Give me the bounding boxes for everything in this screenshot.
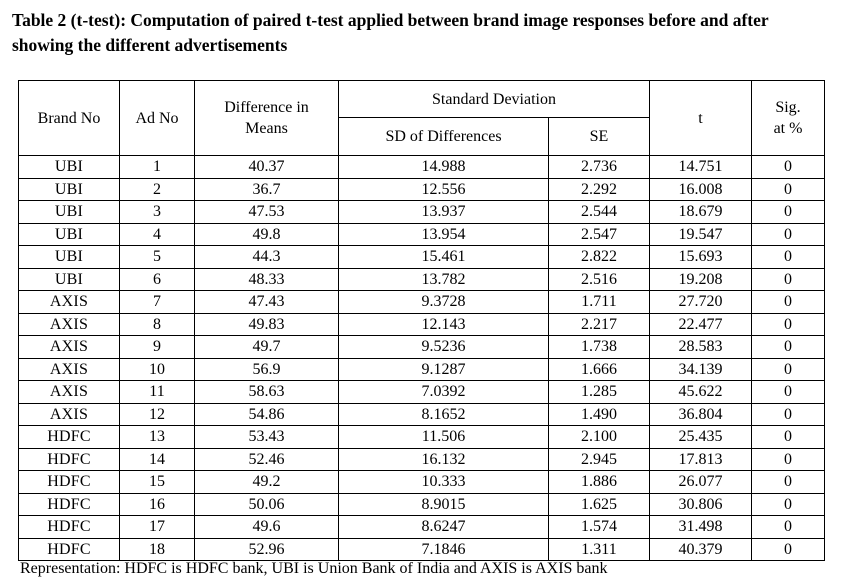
se-cell: 1.711 — [549, 291, 650, 314]
brand-cell: UBI — [19, 178, 120, 201]
table-row — [19, 178, 825, 201]
difference-in-means-cell: 49.7 — [195, 336, 339, 359]
sd-of-differences-cell: 12.143 — [339, 313, 549, 336]
t-value-cell: 31.498 — [650, 516, 752, 539]
sig-cell: 0 — [752, 448, 825, 471]
se-cell: 2.547 — [549, 223, 650, 246]
sd-of-differences-cell: 13.937 — [339, 201, 549, 224]
header-diff-line2: Means — [245, 120, 288, 137]
difference-in-means-cell: 52.96 — [195, 538, 339, 561]
sd-of-differences-cell: 9.3728 — [339, 291, 549, 314]
ad-no-cell: 11 — [120, 381, 195, 404]
sd-of-differences-cell: 14.988 — [339, 156, 549, 179]
t-value-cell: 40.379 — [650, 538, 752, 561]
t-value-cell: 17.813 — [650, 448, 752, 471]
se-cell: 2.945 — [549, 448, 650, 471]
header-sig-line1: Sig. — [775, 99, 801, 116]
se-cell: 1.738 — [549, 336, 650, 359]
difference-in-means-cell: 47.43 — [195, 291, 339, 314]
sig-cell: 0 — [752, 516, 825, 539]
sd-of-differences-cell: 9.5236 — [339, 336, 549, 359]
sd-of-differences-cell: 11.506 — [339, 426, 549, 449]
table-row — [19, 426, 825, 449]
brand-cell: AXIS — [19, 313, 120, 336]
ad-no-cell: 13 — [120, 426, 195, 449]
t-value-cell: 19.547 — [650, 223, 752, 246]
difference-in-means-cell: 47.53 — [195, 201, 339, 224]
table-row — [19, 246, 825, 269]
se-cell: 1.625 — [549, 493, 650, 516]
se-cell: 2.544 — [549, 201, 650, 224]
sd-of-differences-cell: 12.556 — [339, 178, 549, 201]
t-value-cell: 22.477 — [650, 313, 752, 336]
t-value-cell: 26.077 — [650, 471, 752, 494]
brand-cell: AXIS — [19, 291, 120, 314]
se-cell: 1.666 — [549, 358, 650, 381]
sd-of-differences-cell: 9.1287 — [339, 358, 549, 381]
ad-no-cell: 8 — [120, 313, 195, 336]
table-row — [19, 471, 825, 494]
sig-cell: 0 — [752, 471, 825, 494]
se-cell: 2.822 — [549, 246, 650, 269]
t-value-cell: 19.208 — [650, 268, 752, 291]
se-cell: 1.886 — [549, 471, 650, 494]
header-sig-line2: at % — [773, 120, 803, 137]
ad-no-cell: 18 — [120, 538, 195, 561]
brand-cell: UBI — [19, 246, 120, 269]
ad-no-cell: 7 — [120, 291, 195, 314]
se-cell: 1.311 — [549, 538, 650, 561]
sd-of-differences-cell: 8.6247 — [339, 516, 549, 539]
sig-cell: 0 — [752, 201, 825, 224]
t-value-cell: 28.583 — [650, 336, 752, 359]
difference-in-means-cell: 48.33 — [195, 268, 339, 291]
table-row — [19, 516, 825, 539]
difference-in-means-cell: 58.63 — [195, 381, 339, 404]
brand-cell: AXIS — [19, 381, 120, 404]
brand-cell: UBI — [19, 268, 120, 291]
t-value-cell: 36.804 — [650, 403, 752, 426]
difference-in-means-cell: 44.3 — [195, 246, 339, 269]
sig-cell: 0 — [752, 381, 825, 404]
brand-cell: HDFC — [19, 516, 120, 539]
table-row — [19, 538, 825, 561]
ad-no-cell: 3 — [120, 201, 195, 224]
t-value-cell: 18.679 — [650, 201, 752, 224]
footnote: Representation: HDFC is HDFC bank, UBI is Union Bank of India and AXIS is AXIS bank — [20, 560, 608, 577]
se-cell: 2.516 — [549, 268, 650, 291]
sig-cell: 0 — [752, 403, 825, 426]
brand-cell: UBI — [19, 201, 120, 224]
header-sd-of-differences: SD of Differences — [339, 118, 549, 156]
difference-in-means-cell: 49.83 — [195, 313, 339, 336]
table-row — [19, 268, 825, 291]
table-body — [19, 156, 825, 561]
table-row — [19, 403, 825, 426]
sd-of-differences-cell: 16.132 — [339, 448, 549, 471]
sig-cell: 0 — [752, 313, 825, 336]
se-cell: 1.490 — [549, 403, 650, 426]
sd-of-differences-cell: 7.1846 — [339, 538, 549, 561]
table-row — [19, 448, 825, 471]
sig-cell: 0 — [752, 358, 825, 381]
sd-of-differences-cell: 8.9015 — [339, 493, 549, 516]
t-test-table — [18, 80, 825, 561]
difference-in-means-cell: 49.2 — [195, 471, 339, 494]
se-cell: 2.217 — [549, 313, 650, 336]
sd-of-differences-cell: 8.1652 — [339, 403, 549, 426]
sig-cell: 0 — [752, 223, 825, 246]
header-sig — [752, 81, 825, 156]
t-value-cell: 30.806 — [650, 493, 752, 516]
ad-no-cell: 9 — [120, 336, 195, 359]
sd-of-differences-cell: 10.333 — [339, 471, 549, 494]
brand-cell: HDFC — [19, 471, 120, 494]
table-caption: Table 2 (t-test): Computation of paired t-test applied between brand image responses before and after showing the different advertisements — [12, 10, 769, 55]
t-value-cell: 25.435 — [650, 426, 752, 449]
table-row — [19, 381, 825, 404]
table-row — [19, 336, 825, 359]
table-row — [19, 223, 825, 246]
sig-cell: 0 — [752, 493, 825, 516]
header-se: SE — [549, 118, 650, 156]
difference-in-means-cell: 54.86 — [195, 403, 339, 426]
sig-cell: 0 — [752, 291, 825, 314]
sd-of-differences-cell: 13.954 — [339, 223, 549, 246]
difference-in-means-cell: 49.6 — [195, 516, 339, 539]
difference-in-means-cell: 52.46 — [195, 448, 339, 471]
ad-no-cell: 10 — [120, 358, 195, 381]
ad-no-cell: 4 — [120, 223, 195, 246]
ad-no-cell: 1 — [120, 156, 195, 179]
ad-no-cell: 17 — [120, 516, 195, 539]
t-value-cell: 45.622 — [650, 381, 752, 404]
t-value-cell: 16.008 — [650, 178, 752, 201]
se-cell: 2.100 — [549, 426, 650, 449]
header-ad-no: Ad No — [120, 81, 195, 156]
brand-cell: HDFC — [19, 426, 120, 449]
ad-no-cell: 14 — [120, 448, 195, 471]
difference-in-means-cell: 56.9 — [195, 358, 339, 381]
se-cell: 2.292 — [549, 178, 650, 201]
header-difference-in-means — [195, 81, 339, 156]
brand-cell: AXIS — [19, 336, 120, 359]
table-row — [19, 156, 825, 179]
t-value-cell: 15.693 — [650, 246, 752, 269]
brand-cell: HDFC — [19, 493, 120, 516]
table-row — [19, 358, 825, 381]
se-cell: 1.574 — [549, 516, 650, 539]
sig-cell: 0 — [752, 426, 825, 449]
table-row — [19, 493, 825, 516]
header-standard-deviation: Standard Deviation — [339, 81, 650, 118]
ad-no-cell: 16 — [120, 493, 195, 516]
difference-in-means-cell: 50.06 — [195, 493, 339, 516]
brand-cell: AXIS — [19, 358, 120, 381]
difference-in-means-cell: 53.43 — [195, 426, 339, 449]
brand-cell: UBI — [19, 223, 120, 246]
sig-cell: 0 — [752, 156, 825, 179]
ad-no-cell: 15 — [120, 471, 195, 494]
header-brand-no: Brand No — [19, 81, 120, 156]
ad-no-cell: 2 — [120, 178, 195, 201]
sd-of-differences-cell: 7.0392 — [339, 381, 549, 404]
ad-no-cell: 5 — [120, 246, 195, 269]
brand-cell: HDFC — [19, 448, 120, 471]
t-value-cell: 34.139 — [650, 358, 752, 381]
brand-cell: AXIS — [19, 403, 120, 426]
sig-cell: 0 — [752, 178, 825, 201]
sig-cell: 0 — [752, 246, 825, 269]
header-t: t — [650, 81, 752, 156]
ad-no-cell: 6 — [120, 268, 195, 291]
t-value-cell: 27.720 — [650, 291, 752, 314]
sig-cell: 0 — [752, 336, 825, 359]
sig-cell: 0 — [752, 538, 825, 561]
brand-cell: HDFC — [19, 538, 120, 561]
ad-no-cell: 12 — [120, 403, 195, 426]
table-row — [19, 201, 825, 224]
header-diff-line1: Difference in — [224, 99, 309, 116]
brand-cell: UBI — [19, 156, 120, 179]
difference-in-means-cell: 36.7 — [195, 178, 339, 201]
sig-cell: 0 — [752, 268, 825, 291]
table-row — [19, 291, 825, 314]
se-cell: 2.736 — [549, 156, 650, 179]
sd-of-differences-cell: 13.782 — [339, 268, 549, 291]
t-value-cell: 14.751 — [650, 156, 752, 179]
difference-in-means-cell: 40.37 — [195, 156, 339, 179]
se-cell: 1.285 — [549, 381, 650, 404]
table-row — [19, 313, 825, 336]
sd-of-differences-cell: 15.461 — [339, 246, 549, 269]
difference-in-means-cell: 49.8 — [195, 223, 339, 246]
